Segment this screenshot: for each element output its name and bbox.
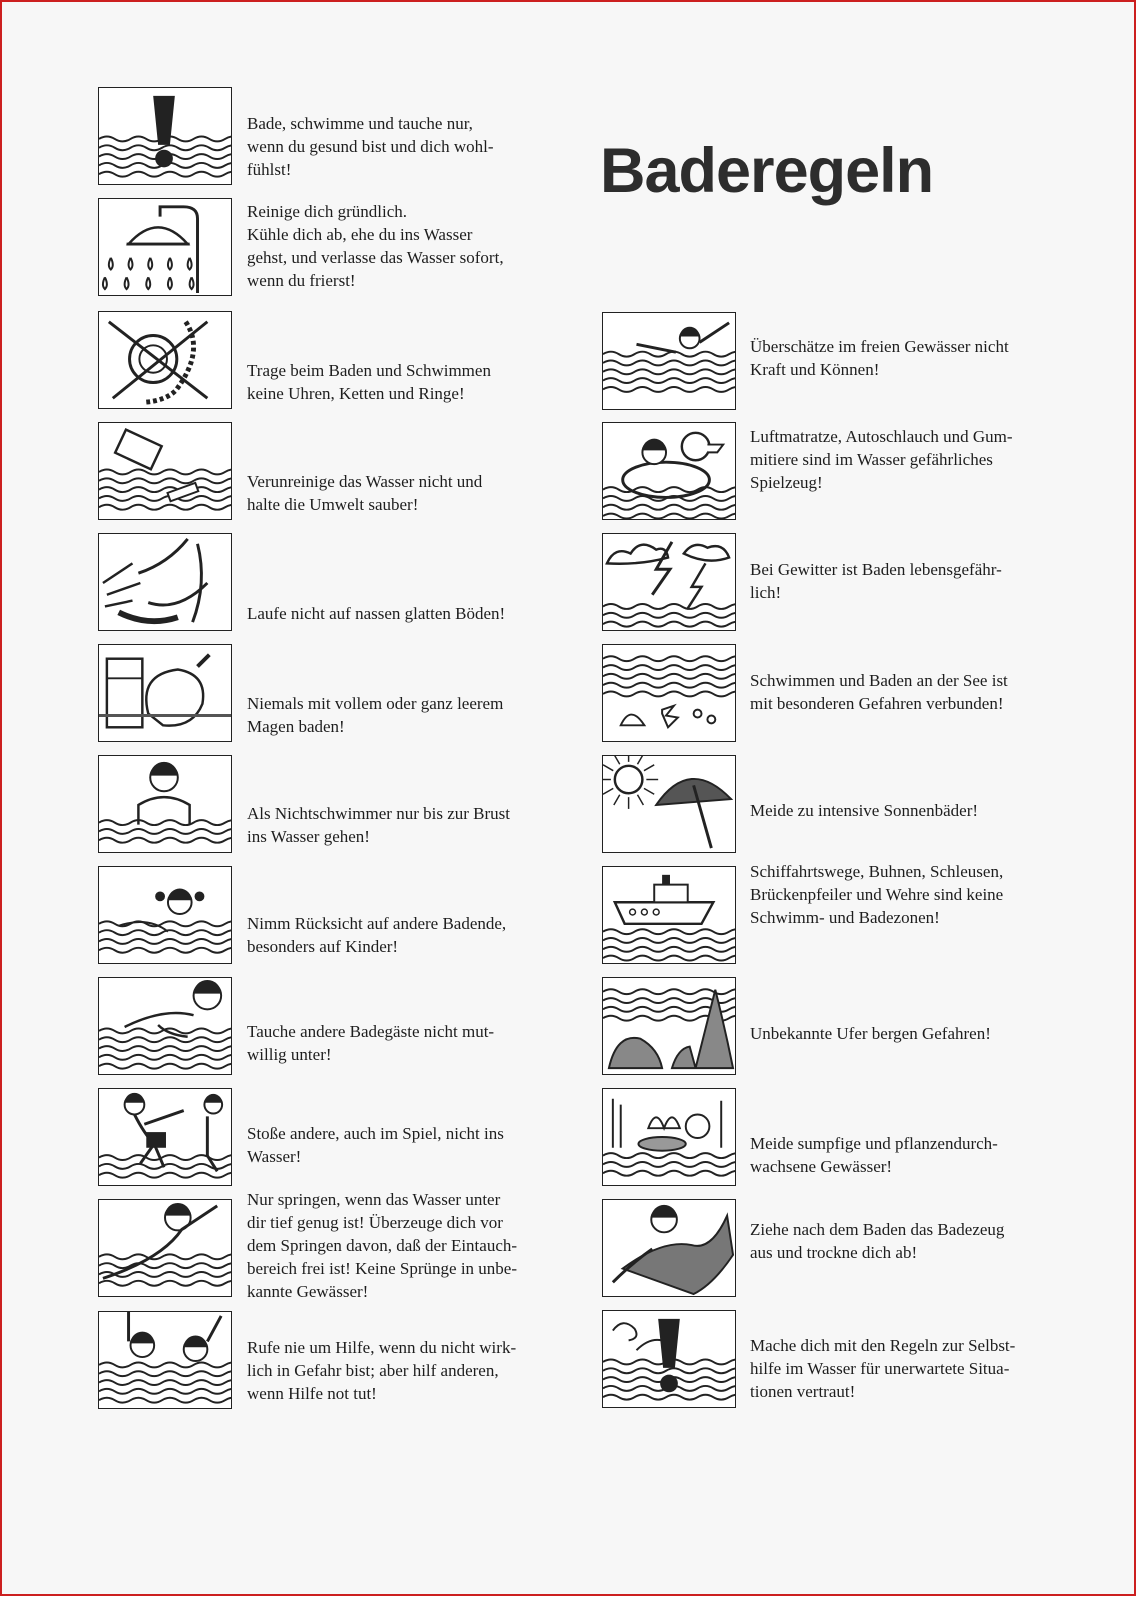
swimmer-open-water-icon [602,312,736,410]
ship-icon [602,866,736,964]
towel-drying-icon [602,1199,736,1297]
rule-text-right-3: Bei Gewitter ist Baden lebensgefähr- lich! [750,560,1002,602]
rocky-shore-icon [602,977,736,1075]
rule-text-left-2: Reinige dich gründlich. Kühle dich ab, ehe du ins Wasser gehst, und verlasse das Wasser sofort, wenn du frierst! [247,202,504,290]
rule-text-right-4: Schwimmen und Baden an der See ist mit besonderen Gefahren verbunden! [750,671,1008,713]
rule-text-left-4: Verunreinige das Wasser nicht und halte die Umwelt sauber! [247,472,483,514]
rule-text-right-10: Mache dich mit den Regeln zur Selbst- hilfe im Wasser für unerwartete Situa- tionen vertraut! [750,1336,1016,1401]
rule-text-left-7: Als Nichtschwimmer nur bis zur Brust ins Wasser gehen! [247,804,510,846]
rule-text-left-3: Trage beim Baden und Schwimmen keine Uhren, Ketten und Ringe! [247,361,491,403]
chest-deep-swimmer-icon [98,755,232,853]
seaside-icon [602,644,736,742]
rule-text-right-6: Schiffahrtswege, Buhnen, Schleusen, Brückenpfeiler und Wehre sind keine Schwimm- und Badezonen! [750,862,1004,927]
rule-text-right-8: Meide sumpfige und pflanzendurch- wachsene Gewässer! [750,1134,998,1176]
rule-text-right-9: Ziehe nach dem Baden das Badezeug aus und trockne dich ab! [750,1220,1005,1262]
rule-text-left-5: Laufe nicht auf nassen glatten Böden! [247,604,506,623]
diving-icon [98,1199,232,1297]
rule-text-left-1: Bade, schwimme und tauche nur, wenn du gesund bist und dich wohl- fühlst! [247,114,494,179]
rule-text-left-9: Tauche andere Badegäste nicht mut- willig unter! [247,1022,495,1064]
exclamation-water-icon [98,87,232,185]
exclamation-whirlpool-icon [602,1310,736,1408]
rule-text-left-6: Niemals mit vollem oder ganz leerem Magen baden! [247,694,504,736]
rule-text-right-7: Unbekannte Ufer bergen Gefahren! [750,1024,991,1043]
pushing-icon [98,1088,232,1186]
rule-text-left-11: Nur springen, wenn das Wasser unter dir tief genug ist! Überzeuge dich vor dem Springen davon, daß der Eintauch- bereich frei ist! Keine Sprünge in unbe- kannte Gewässer! [247,1190,518,1301]
sun-umbrella-icon [602,755,736,853]
no-jewelry-icon [98,311,232,409]
child-swimming-icon [98,866,232,964]
food-drink-icon [98,644,232,742]
slipping-icon [98,533,232,631]
calling-help-icon [98,1311,232,1409]
inflatable-duck-icon [602,422,736,520]
rule-text-left-10: Stoße andere, auch im Spiel, nicht ins Wasser! [247,1124,504,1166]
water-lilies-icon [602,1088,736,1186]
dunking-icon [98,977,232,1075]
rule-text-left-12: Rufe nie um Hilfe, wenn du nicht wirk- lich in Gefahr bist; aber hilf anderen, wenn Hilfe not tut! [247,1338,517,1403]
page-title: Baderegeln [600,136,934,206]
rule-text-left-8: Nimm Rücksicht auf andere Badende, besonders auf Kinder! [247,914,507,956]
thunderstorm-icon [602,533,736,631]
rule-text-right-1: Überschätze im freien Gewässer nicht Kraft und Können! [750,337,1009,379]
rule-text-right-5: Meide zu intensive Sonnenbäder! [750,801,979,820]
litter-water-icon [98,422,232,520]
shower-icon [98,198,232,296]
rule-text-right-2: Luftmatratze, Autoschlauch und Gum- mitiere sind im Wasser gefährliches Spielzeug! [750,427,1013,492]
